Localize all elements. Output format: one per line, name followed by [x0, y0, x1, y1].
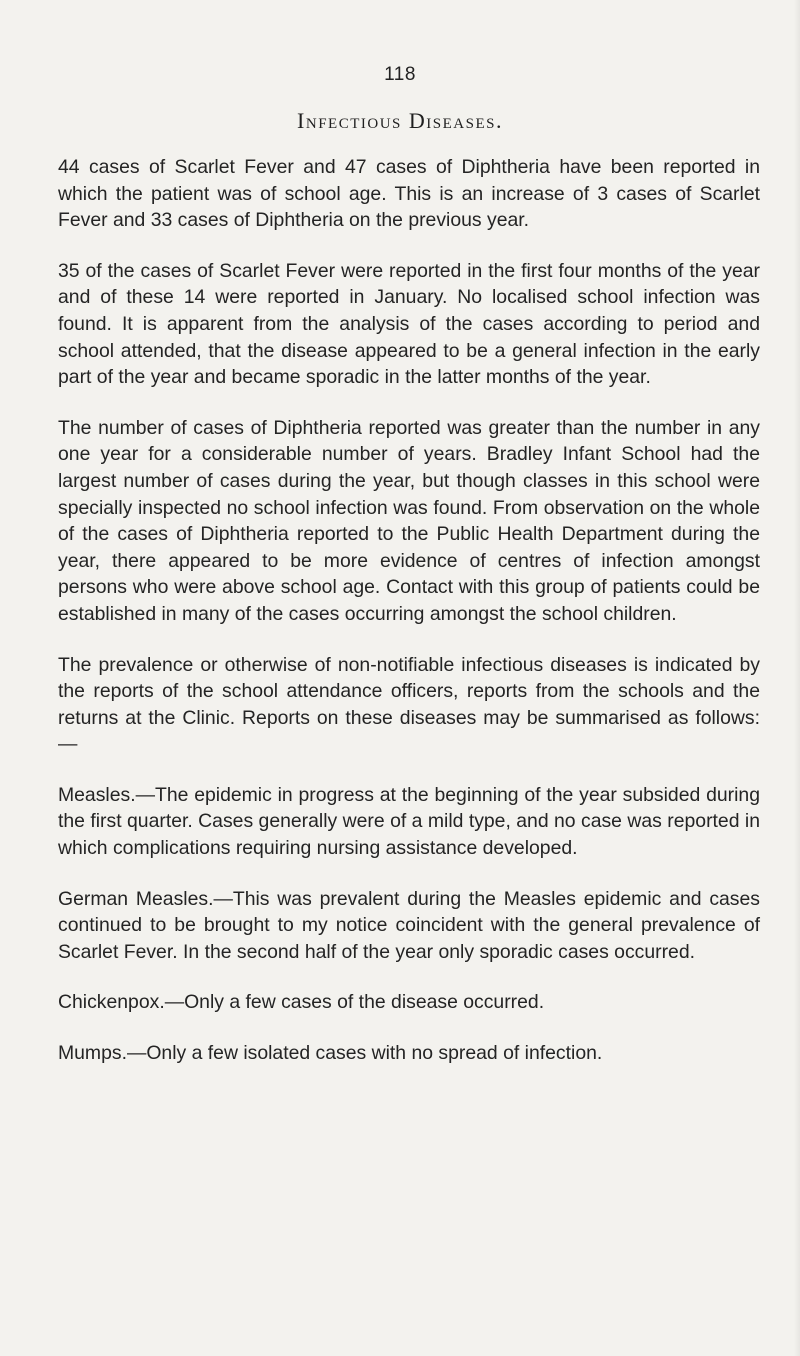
body-text [58, 154, 760, 1067]
paragraph-diphtheria: The number of cases of Diphtheria reported was greater than the number in any one year for a considerable number of years. Bradley Infant School had the largest number of cases during the year, but though classes in this school were specially inspected no school infection was found. From observation on the whole of the cases of Diphtheria reported to the Public Health Department during the year, there appeared to be more evidence of centres of infection amongst persons who were above school age. Contact with this group of patients could be established in many of the cases occurring amongst the school children. [58, 416, 760, 625]
paragraph-non-notifiable: The prevalence or otherwise of non-notifiable infectious diseases is indicated by the reports of the school attendance officers, reports from the schools and the returns at the Clinic. Reports on these diseases may be summarised as follows: — [58, 653, 760, 756]
paragraph-mumps: Mumps.—Only a few isolated cases with no spread of infection. [58, 1042, 603, 1065]
paragraph-cases-summary: 44 cases of Scarlet Fever and 47 cases of Diphtheria have been reported in which the patient was of school age. This is an increase of 3 cases of Scarlet Fever and 33 cases of Diphtheria on the previous year. [58, 156, 760, 232]
paragraph-chickenpox: Chickenpox.—Only a few cases of the disease occurred. [58, 991, 545, 1014]
page-edge-shadow [794, 0, 800, 1356]
page-number: 118 [384, 64, 416, 85]
paragraph-measles: Measles.—The epidemic in progress at the beginning of the year subsided during the first quarter. Cases generally were of a mild type, and no case was reported in which complications requiring nursing assistance developed. [58, 783, 760, 860]
paragraph-scarlet-fever: 35 of the cases of Scarlet Fever were reported in the first four months of the year and of these 14 were reported in January. No localised school infection was found. It is apparent from the analysis of the cases according to period and school attended, that the disease appeared to be a general infection in the early part of the year and became sporadic in the latter months of the year. [58, 259, 760, 389]
paragraph-german-measles: German Measles.—This was prevalent during the Measles epidemic and cases continued to be brought to my notice coincident with the general prevalence of Scarlet Fever. In the second half of the year only sporadic cases occurred. [58, 887, 760, 963]
section-heading: Infectious Diseases. [297, 108, 503, 133]
